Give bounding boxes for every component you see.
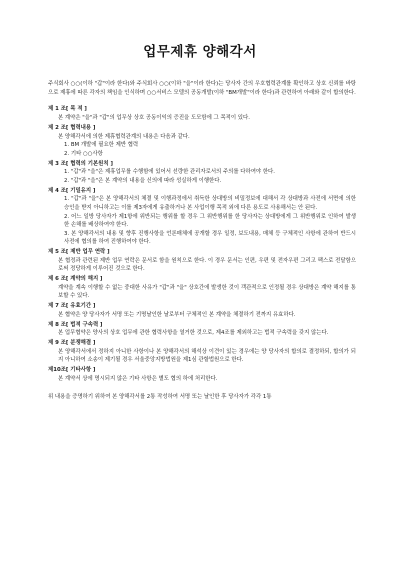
article-title: 제 4 조[ 기밀유지 ] <box>48 187 96 194</box>
article-body: 본 협약은 양 당사자가 서명 또는 기명날인한 날로부터 구체적인 본 계약을 체결하기 전까지 유효하다. <box>58 311 296 318</box>
article-title: 제 3 조[ 협력의 기본원칙 ] <box>48 160 113 167</box>
article-9 <box>48 339 356 365</box>
article-body: 본 계약서 상에 명시되지 않은 기타 사항은 별도 협의 하에 처리한다. <box>58 375 218 382</box>
article-item: 1. "갑"과 "을"은 본 양해각서의 체결 및 이행과정에서 취득한 상대방의 비밀정보에 대해서 각 상대방과 사전에 서면에 의한 승인을 받지 아니하고는 이를 제3자에게 유출하거나 본 사업이행 목적 외에 다른 용도로 사용해서는 안 된다. <box>64 196 356 211</box>
document-title: 업무제휴 양해각서 <box>143 44 257 60</box>
article-3 <box>48 160 356 186</box>
article-item: 2. 기타 ○○사항 <box>64 150 103 157</box>
article-title: 제 2 조[ 협력내용 ] <box>48 124 96 131</box>
article-item: 1. "갑"과 "을"은 제휴업무를 수행함에 있어서 선량한 관리자로서의 주의를 다하여야 한다. <box>64 169 275 176</box>
article-body: 본 양해각서에서 정하지 아니한 사항이나 본 양해각서의 해석상 이견이 있는 경우에는 양 당사자의 합의로 결정하되, 합의가 되지 아니하여 소송이 제기될 경우 서울중앙지방법원을 제1심 관할법원으로 한다. <box>58 348 356 364</box>
article-item: 3. 본 양해각서의 내용 및 향후 진행사항을 언론매체에 공개할 경우 일정, 보도내용, 매체 등 구체적인 사항에 관하여 반드시 사전에 협의를 하여 진행하여야 한다. <box>64 230 356 246</box>
document-body <box>48 80 356 401</box>
article-title: 제 9 조[ 분쟁해결 ] <box>48 340 96 347</box>
article-5 <box>48 248 356 274</box>
article-7 <box>48 302 356 319</box>
article-item: 1. BM 개발에 필요한 제반 협력 <box>64 142 139 149</box>
closing-paragraph: 위 내용을 증명하기 위하여 본 양해각서를 2통 작성하여 서명 또는 날인한 후 당사자가 각각 1통 <box>48 393 272 400</box>
article-title: 제 8 조[ 법적 구속력 ] <box>48 321 103 328</box>
article-body: 본 협정과 관련된 제반 업무 연락은 문서로 함을 원칙으로 한다. 이 경우 문서는 인편, 우편 및 전자우편 그리고 팩스로 전달함으로써 정당하게 이루어진 것으로 한다. <box>58 257 356 273</box>
article-title: 제 6 조[ 계약의 해지 ] <box>48 276 103 283</box>
article-body: 본 업무협약은 양사의 상호 업무에 관한 협력사항을 열거한 것으로, 제4조를 제외하고는 법적 구속력을 갖지 않는다. <box>58 330 329 337</box>
article-body: 본 계약은 "을"과 "갑"의 업무상 상호 공동이익의 증진을 도모함에 그 목적이 있다. <box>58 115 250 122</box>
article-title: 제 1 조[ 목 적 ] <box>48 106 87 113</box>
article-8 <box>48 321 356 338</box>
article-6 <box>48 275 356 301</box>
article-2 <box>48 124 356 158</box>
article-title: 제 7 조[ 유효기간 ] <box>48 303 96 310</box>
article-10 <box>48 366 356 383</box>
article-title: 제10조[ 기타사항 ] <box>48 367 96 374</box>
article-item: 2. 어느 일방 당사자가 제1항에 위반되는 행위를 할 경우 그 위반행위를 한 당사자는 상대방에게 그 위반행위로 인하여 발생한 손해를 배상하여야 한다. <box>64 213 356 229</box>
article-4 <box>48 187 356 247</box>
article-body: 본 양해각서에 의한 제휴협력관계의 내용은 다음과 같다. <box>58 133 190 140</box>
article-title: 제 5 조[ 제반 업무 연락 ] <box>48 249 110 256</box>
intro-paragraph: 주식회사 ○○(이하 "갑"이라 한다)와 주식회사 ○○(이하 "을"이라 한다)는 당사자 간의 우호협력관계를 확인하고 상호 신뢰를 바탕으로 제휴에 따른 각자의 책임을 인식하며 ○○서비스 모델의 공동개발(이하 "BM개발"이라 한다)과 관련하여 아래와 같이 합의한다. <box>48 81 356 96</box>
article-body: 계약을 계속 이행할 수 없는 중대한 사유가 "갑"과 "을" 상호간에 발생한 것이 객관적으로 인정될 경우 상대방은 계약 해지를 통보할 수 있다. <box>58 284 356 300</box>
article-1 <box>48 105 356 122</box>
article-item: 2. "갑"과 "을"은 본 계약의 내용을 신의에 따라 성실하게 이행한다. <box>64 177 222 184</box>
